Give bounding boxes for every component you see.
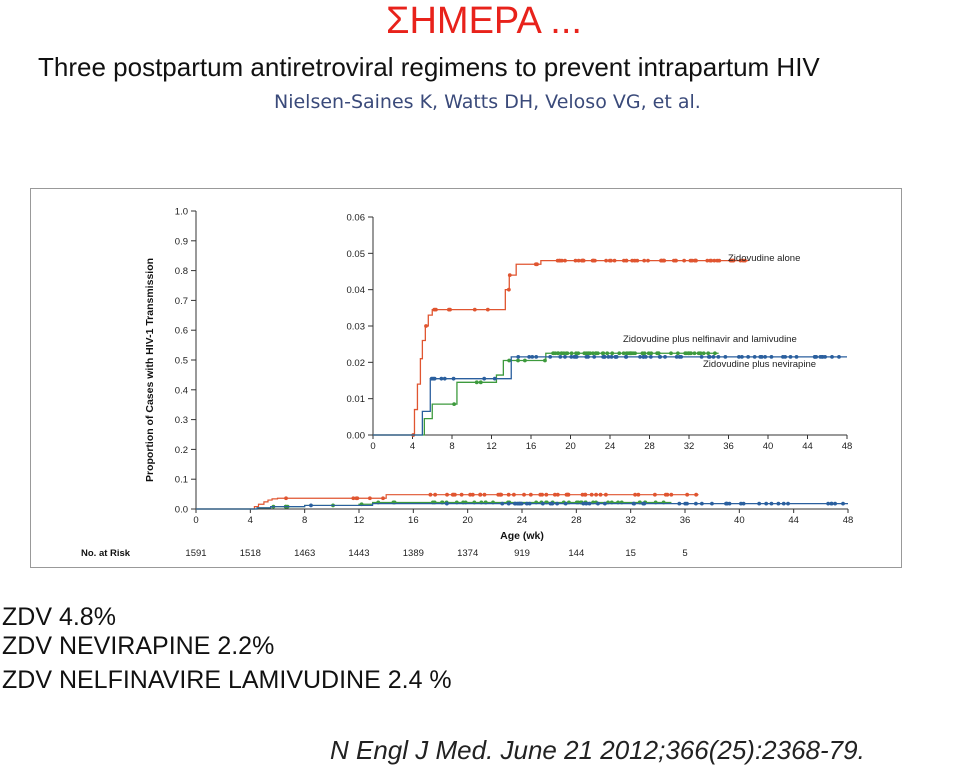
censor-mark — [683, 351, 687, 355]
y-tick-label: 0.2 — [174, 444, 188, 456]
censor-mark — [563, 355, 567, 359]
inset-x-tick-label: 32 — [683, 441, 695, 452]
censor-mark — [641, 502, 645, 506]
censor-mark — [613, 259, 617, 263]
censor-mark — [584, 355, 588, 359]
censor-mark — [475, 380, 479, 384]
censor-mark — [544, 493, 548, 497]
kaplan-meier-figure — [30, 188, 902, 568]
censor-mark — [604, 259, 608, 263]
inset-y-tick-label: 0.03 — [346, 321, 365, 333]
censor-mark — [574, 259, 578, 263]
censor-mark — [558, 355, 562, 359]
censor-mark — [512, 493, 516, 497]
censor-mark — [664, 493, 668, 497]
inset-y-tick-label: 0.02 — [346, 357, 365, 369]
x-tick-label: 40 — [734, 515, 745, 526]
censor-mark — [677, 502, 681, 506]
censor-mark — [646, 259, 650, 263]
x-tick-label: 24 — [516, 515, 528, 526]
censor-mark — [486, 308, 490, 312]
x-tick-label: 48 — [842, 515, 854, 526]
inset-y-tick-label: 0.00 — [346, 430, 365, 442]
censor-mark — [669, 493, 673, 497]
censor-mark — [523, 359, 527, 363]
censor-mark — [700, 502, 704, 506]
censor-mark — [694, 502, 698, 506]
censor-mark — [556, 351, 560, 355]
censor-mark — [649, 351, 653, 355]
censor-mark — [453, 493, 457, 497]
censor-mark — [565, 351, 569, 355]
censor-mark — [632, 502, 636, 506]
inset-x-tick-label: 44 — [802, 441, 813, 452]
censor-mark — [833, 502, 837, 506]
x-tick-label: 36 — [679, 515, 691, 526]
censor-mark — [528, 502, 532, 506]
inset-y-tick-label: 0.06 — [346, 212, 365, 224]
censor-mark — [508, 273, 512, 277]
censor-mark — [609, 259, 613, 263]
censor-mark — [622, 259, 626, 263]
censor-mark — [507, 502, 511, 506]
censor-mark — [624, 355, 628, 359]
censor-mark — [669, 351, 673, 355]
x-tick-label: 16 — [408, 515, 419, 526]
censor-mark — [682, 259, 686, 263]
censor-mark — [617, 351, 621, 355]
censor-mark — [541, 502, 545, 506]
y-tick-label: 0.8 — [174, 266, 188, 278]
citation: N Engl J Med. June 21 2012;366(25):2368-79. — [330, 735, 865, 765]
censor-mark — [636, 493, 640, 497]
censor-mark — [493, 377, 497, 381]
censor-mark — [709, 259, 713, 263]
y-tick-label: 0.1 — [174, 474, 188, 486]
censor-mark — [540, 493, 544, 497]
censor-mark — [445, 502, 449, 506]
censor-mark — [776, 502, 780, 506]
censor-mark — [594, 493, 598, 497]
x-tick-label: 8 — [302, 515, 308, 526]
stat-zdv-nelfinavire-lamivudine: ZDV NELFINAVIRE LAMIVUDINE 2.4 % — [2, 666, 452, 694]
x-tick-label: 4 — [247, 515, 253, 526]
risk-count: 15 — [625, 548, 636, 559]
censor-mark — [590, 493, 594, 497]
inset-x-tick-label: 20 — [565, 441, 576, 452]
censor-mark — [653, 493, 657, 497]
censor-mark — [642, 259, 646, 263]
censor-mark — [439, 377, 443, 381]
censor-mark — [658, 355, 662, 359]
censor-mark — [507, 288, 511, 292]
censor-mark — [599, 493, 603, 497]
y-tick-label: 0.0 — [174, 504, 188, 516]
censor-mark — [452, 402, 456, 406]
censor-mark — [675, 355, 679, 359]
censor-mark — [614, 355, 618, 359]
censor-mark — [432, 308, 436, 312]
censor-mark — [713, 351, 717, 355]
y-tick-label: 0.9 — [174, 236, 188, 248]
censor-mark — [694, 493, 698, 497]
slide-authors: Nielsen-Saines K, Watts DH, Veloso VG, et al. — [274, 91, 701, 113]
censor-mark — [633, 493, 637, 497]
censor-mark — [638, 355, 642, 359]
inset-x-tick-label: 24 — [604, 441, 616, 452]
stat-zdv: ZDV 4.8% — [2, 603, 116, 631]
censor-mark — [830, 355, 834, 359]
censor-mark — [574, 351, 578, 355]
y-tick-label: 0.3 — [174, 415, 188, 427]
censor-mark — [582, 351, 586, 355]
censor-mark — [710, 502, 714, 506]
censor-mark — [309, 504, 313, 508]
censor-mark — [685, 502, 689, 506]
inset-y-tick-label: 0.04 — [346, 285, 365, 297]
censor-mark — [381, 496, 385, 500]
censor-mark — [818, 355, 822, 359]
label-zdv-nelfinavir-lamivudine: Zidovudine plus nelfinavir and lamivudine — [623, 334, 797, 345]
censor-mark — [607, 355, 611, 359]
censor-mark — [631, 351, 635, 355]
stat-zdv-nevirapine: ZDV NEVIRAPINE 2.2% — [2, 632, 275, 660]
censor-mark — [592, 355, 596, 359]
censor-mark — [603, 502, 607, 506]
censor-mark — [604, 493, 608, 497]
y-axis-title: Proportion of Cases with HIV-1 Transmission — [144, 257, 156, 483]
slide-title: Three postpartum antiretroviral regimens to prevent intrapartum HIV — [38, 52, 820, 82]
censor-mark — [643, 351, 647, 355]
censor-mark — [676, 351, 680, 355]
censor-mark — [601, 351, 605, 355]
censor-mark — [522, 493, 526, 497]
censor-mark — [706, 351, 710, 355]
censor-mark — [574, 355, 578, 359]
censor-mark — [596, 502, 600, 506]
risk-count: 5 — [682, 548, 688, 559]
censor-mark — [837, 355, 841, 359]
censor-mark — [739, 502, 743, 506]
y-tick-label: 0.6 — [174, 325, 188, 337]
censor-mark — [500, 502, 504, 506]
censor-mark — [517, 502, 521, 506]
censor-mark — [562, 351, 566, 355]
y-tick-label: 1.0 — [174, 206, 188, 218]
inset-x-tick-label: 36 — [723, 441, 734, 452]
censor-mark — [582, 259, 586, 263]
censor-mark — [663, 355, 667, 359]
censor-mark — [452, 377, 456, 381]
censor-mark — [473, 308, 477, 312]
risk-count: 144 — [568, 548, 585, 559]
censor-mark — [543, 359, 547, 363]
x-tick-label: 44 — [788, 515, 799, 526]
censor-mark — [591, 351, 595, 355]
censor-mark — [447, 308, 451, 312]
figure-canvas — [31, 189, 903, 569]
censor-mark — [471, 493, 475, 497]
inset-background — [333, 207, 867, 459]
censor-mark — [826, 502, 830, 506]
censor-mark — [527, 355, 531, 359]
risk-count: 1463 — [294, 548, 316, 559]
censor-mark — [430, 377, 434, 381]
censor-mark — [535, 262, 539, 266]
censor-mark — [555, 502, 559, 506]
censor-mark — [478, 493, 482, 497]
slide-heading: ΣΗΜΕΡΑ ... — [386, 0, 582, 42]
censor-mark — [626, 351, 630, 355]
censor-mark — [581, 502, 585, 506]
censor-mark — [548, 355, 552, 359]
y-tick-label: 0.5 — [174, 355, 188, 367]
x-tick-label: 12 — [353, 515, 365, 526]
censor-mark — [445, 493, 449, 497]
risk-count: 1389 — [402, 548, 424, 559]
censor-mark — [498, 493, 502, 497]
risk-count: 1443 — [348, 548, 370, 559]
censor-mark — [570, 351, 574, 355]
inset-y-tick-label: 0.01 — [346, 394, 365, 406]
censor-mark — [642, 355, 646, 359]
censor-mark — [591, 259, 595, 263]
censor-mark — [479, 380, 483, 384]
censor-mark — [351, 496, 355, 500]
x-tick-label: 20 — [462, 515, 473, 526]
inset-y-tick-label: 0.05 — [346, 248, 365, 260]
censor-mark — [659, 259, 663, 263]
censor-mark — [823, 355, 827, 359]
censor-mark — [770, 502, 774, 506]
censor-mark — [605, 351, 609, 355]
inset-x-tick-label: 40 — [762, 441, 774, 452]
inset-x-tick-label: 12 — [486, 441, 497, 452]
censor-mark — [534, 355, 538, 359]
censor-mark — [507, 493, 511, 497]
censor-mark — [622, 351, 626, 355]
censor-mark — [697, 351, 701, 355]
x-tick-label: 0 — [193, 515, 199, 526]
inset-x-tick-label: 16 — [525, 441, 537, 452]
censor-mark — [657, 351, 661, 355]
censor-mark — [460, 493, 464, 497]
risk-count: 1591 — [185, 548, 207, 559]
risk-count: 919 — [514, 548, 530, 559]
censor-mark — [557, 259, 561, 263]
censor-mark — [368, 496, 372, 500]
censor-mark — [583, 493, 587, 497]
censor-mark — [725, 502, 729, 506]
inset-x-tick-label: 0 — [370, 441, 376, 452]
censor-mark — [685, 493, 689, 497]
y-tick-label: 0.4 — [174, 385, 188, 397]
censor-mark — [556, 493, 560, 497]
censor-mark — [841, 502, 845, 506]
censor-mark — [694, 259, 698, 263]
censor-mark — [717, 259, 721, 263]
censor-mark — [603, 355, 607, 359]
label-zdv-nevirapine: Zidovudine plus nevirapine — [703, 359, 817, 370]
censor-mark — [564, 502, 568, 506]
x-axis-title: Age (wk) — [500, 530, 544, 542]
censor-mark — [443, 377, 447, 381]
censor-mark — [529, 493, 533, 497]
censor-mark — [782, 502, 786, 506]
censor-mark — [483, 493, 487, 497]
censor-mark — [550, 502, 554, 506]
censor-mark — [516, 355, 520, 359]
censor-mark — [757, 502, 761, 506]
label-zidovudine-alone: Zidovudine alone — [728, 253, 801, 264]
inset-chart — [333, 207, 867, 459]
censor-mark — [569, 355, 573, 359]
censor-mark — [786, 502, 790, 506]
censor-mark — [516, 359, 520, 363]
inset-x-tick-label: 8 — [449, 441, 455, 452]
y-tick-label: 0.7 — [174, 295, 188, 307]
censor-mark — [674, 259, 678, 263]
censor-mark — [690, 259, 694, 263]
inset-x-tick-label: 48 — [841, 441, 853, 452]
censor-mark — [429, 493, 433, 497]
risk-table-label: No. at Risk — [81, 548, 131, 559]
risk-count: 1518 — [239, 548, 261, 559]
censor-mark — [693, 351, 697, 355]
censor-mark — [610, 351, 614, 355]
x-tick-label: 32 — [625, 515, 636, 526]
censor-mark — [565, 493, 569, 497]
risk-count: 1374 — [457, 548, 479, 559]
x-tick-label: 28 — [571, 515, 582, 526]
inset-x-tick-label: 28 — [644, 441, 655, 452]
censor-mark — [424, 324, 428, 328]
censor-mark — [507, 359, 511, 363]
risk-table — [81, 548, 688, 559]
censor-mark — [764, 502, 768, 506]
censor-mark — [482, 377, 486, 381]
inset-x-tick-label: 4 — [409, 441, 416, 452]
censor-mark — [284, 496, 288, 500]
censor-mark — [433, 493, 437, 497]
censor-mark — [649, 355, 653, 359]
censor-mark — [633, 259, 637, 263]
